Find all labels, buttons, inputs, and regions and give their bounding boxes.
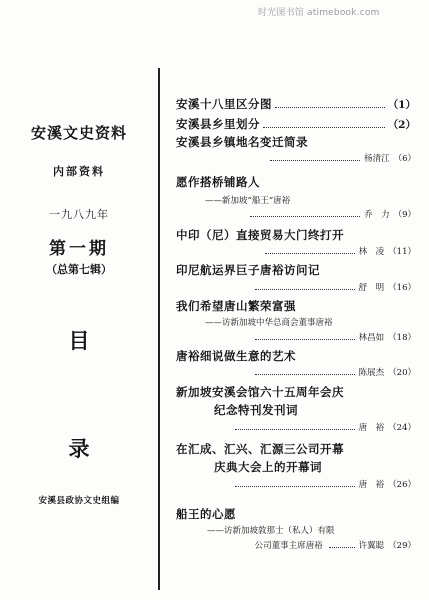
- toc-author-line: [176, 329, 416, 343]
- leader-dots: [255, 339, 355, 340]
- toc-title[interactable]: 中印（尼）直接贸易大门终打开: [176, 228, 344, 242]
- year-label: 一九八九年: [49, 208, 109, 221]
- toc-entry[interactable]: [176, 95, 416, 112]
- toc-author-line: [176, 364, 416, 378]
- toc-author: 林 凌: [358, 247, 385, 257]
- toc-author: 唐 裕: [358, 423, 385, 433]
- toc-page: （26）: [388, 480, 416, 490]
- toc-author-line: [176, 476, 416, 490]
- toc-title-continued: 纪念特刊发刊词: [214, 403, 298, 417]
- toc-entry[interactable]: [176, 115, 416, 132]
- toc-page: （1）: [387, 99, 416, 111]
- leader-dots: [255, 374, 355, 375]
- toc-author-line: [176, 279, 416, 293]
- toc-page: （11）: [388, 247, 416, 257]
- toc-author-line: [176, 150, 416, 164]
- toc-author: 乔 力: [364, 210, 390, 220]
- toc-page: （24）: [388, 423, 416, 433]
- toc-author: 林昌如: [358, 333, 385, 343]
- toc-subtitle-continued: 公司董事主席唐裕: [254, 541, 323, 551]
- leader-dots: [329, 547, 355, 548]
- toc-author: 唐 裕: [358, 480, 385, 490]
- series-title: 安溪文史资料: [30, 124, 127, 142]
- toc-author-line: [176, 243, 416, 257]
- toc-author-line: [176, 206, 416, 220]
- toc-page: （16）: [388, 283, 416, 293]
- leader-dots: [235, 486, 355, 487]
- internal-label: 内部资料: [53, 165, 105, 178]
- toc-title[interactable]: 我们希望唐山繁荣富强: [176, 299, 296, 313]
- toc-title: 安溪十八里区分图: [176, 97, 272, 111]
- toc-author: 舒 明: [358, 283, 385, 293]
- toc-page: （20）: [388, 368, 416, 378]
- toc-title-continued: 庆典大会上的开幕词: [214, 460, 322, 474]
- toc-title[interactable]: 船王的心愿: [176, 507, 236, 521]
- issue-label: 第一期: [49, 239, 109, 259]
- toc-author: 陈展杰: [358, 368, 385, 378]
- toc-title[interactable]: 印尼航运界巨子唐裕访问记: [176, 263, 320, 277]
- leader-dots: [275, 107, 385, 108]
- toc-title[interactable]: 在汇成、汇兴、汇源三公司开幕: [176, 442, 344, 456]
- toc-title[interactable]: 安溪县乡镇地名变迁简录: [176, 135, 308, 149]
- toc-page: （6）: [393, 154, 416, 164]
- toc-author: 杨清江: [364, 154, 390, 164]
- leader-dots: [235, 429, 355, 430]
- toc-author-line: [176, 419, 416, 433]
- toc-page: （2）: [387, 119, 416, 131]
- toc-title[interactable]: 唐裕细说做生意的艺术: [176, 349, 296, 363]
- toc-page: （29）: [388, 541, 416, 551]
- contents-heading-char-1: 目: [68, 328, 90, 353]
- toc-page: （9）: [393, 210, 416, 220]
- toc-subtitle: ——访新加坡中华总商会董事唐裕: [205, 318, 333, 328]
- editor-label: 安溪县政协文史组编: [38, 496, 120, 506]
- leader-dots: [255, 289, 355, 290]
- leader-dots: [270, 160, 360, 161]
- toc-title: 安溪县乡里划分: [176, 117, 260, 131]
- watermark: 时光图书馆 atimebook.com: [258, 8, 380, 18]
- toc-subtitle: ——访新加坡敦那士（私人）有限: [207, 526, 335, 536]
- leader-dots: [250, 216, 360, 217]
- toc-page: （18）: [388, 333, 416, 343]
- toc-author-line: [176, 537, 416, 551]
- leader-dots: [265, 253, 355, 254]
- toc-author: 许翼聪: [358, 541, 385, 551]
- leader-dots: [263, 127, 385, 128]
- contents-heading-char-2: 录: [68, 436, 90, 461]
- toc-title[interactable]: 新加坡安溪会馆六十五周年会庆: [176, 385, 344, 399]
- toc-title[interactable]: 愿作搭桥铺路人: [176, 175, 260, 189]
- total-issue-label: （总第七辑）: [46, 263, 112, 276]
- toc-subtitle: ——新加坡“船王”唐裕: [205, 196, 291, 206]
